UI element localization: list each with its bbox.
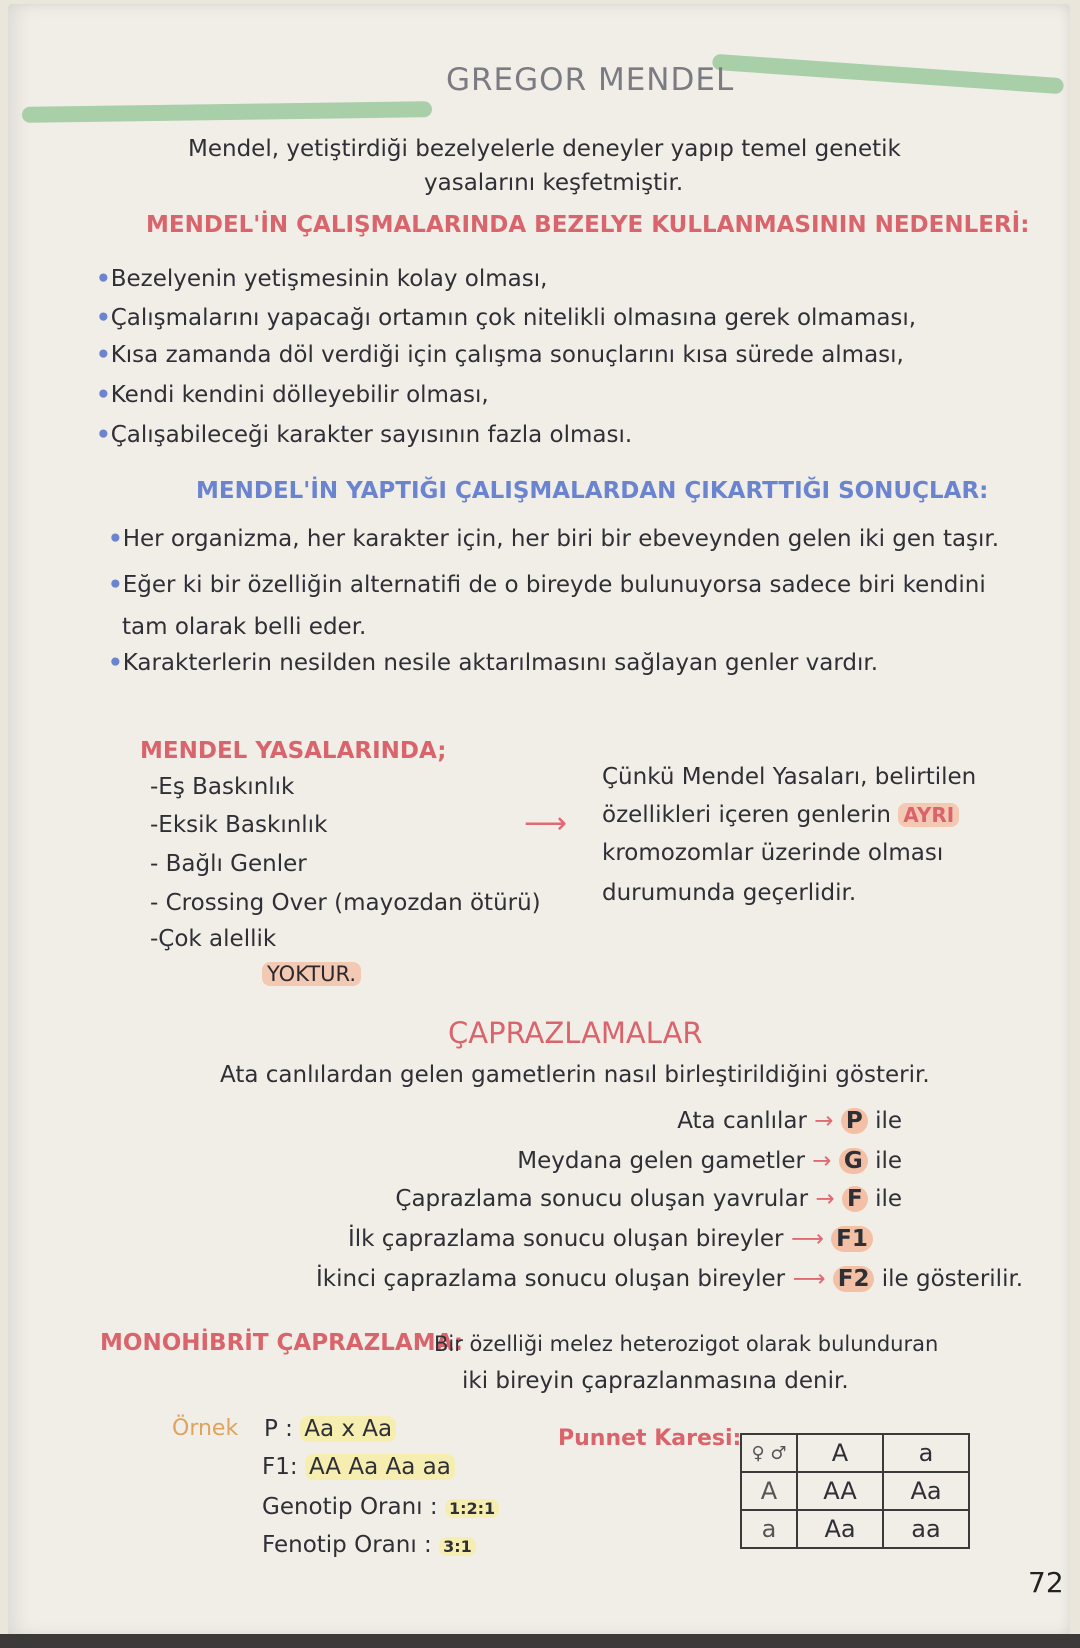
cross-row-suffix: ile gösterilir. [881, 1266, 1024, 1292]
genotype-row [262, 1494, 499, 1520]
punnett-col-header: A [797, 1434, 883, 1472]
cross-row-f1 [348, 1226, 873, 1252]
arrow-right-icon: ⟶ [524, 806, 568, 841]
list-item [96, 382, 489, 408]
result-item-2-cont: tam olarak belli eder. [122, 614, 367, 640]
f1-row [262, 1454, 455, 1480]
arrow-icon: → [812, 1148, 832, 1174]
bullet: • [96, 342, 111, 368]
cross-row-label: Çaprazlama sonucu oluşan yavrular [395, 1186, 809, 1212]
bullet: • [96, 266, 111, 292]
law-item: -Eksik Baskınlık [150, 812, 328, 838]
list-item-text: Kısa zamanda döl verdiği için çalışma sonuçlarını kısa sürede alması, [110, 342, 904, 368]
f1-value: AA Aa Aa aa [305, 1454, 455, 1480]
cross-row-label: Ata canlılar [677, 1108, 807, 1134]
punnett-cell: Aa [883, 1472, 969, 1510]
page-bottom-edge [0, 1634, 1080, 1648]
mono-def-2: iki bireyin çaprazlanmasına denir. [462, 1368, 849, 1394]
list-item-text: Eğer ki bir özelliğin alternatifi de o bireyde bulunuyorsa sadece biri kendini [122, 572, 986, 598]
phenotype-row [262, 1532, 476, 1558]
symbol-badge: G [839, 1148, 868, 1174]
f1-label: F1: [262, 1454, 298, 1480]
phenotype-value: 3:1 [439, 1537, 476, 1556]
list-item-text: Karakterlerin nesilden nesile aktarılmasını sağlayan genler vardır. [122, 650, 879, 676]
intro-line-2: yasalarını keşfetmiştir. [424, 170, 684, 196]
laws-reason-2 [602, 802, 959, 828]
bullet: • [96, 422, 111, 448]
example-label: Örnek [172, 1416, 239, 1441]
laws-reason-3: kromozomlar üzerinde olması [602, 840, 944, 866]
genotype-label: Genotip Oranı : [262, 1494, 438, 1520]
crosses-desc: Ata canlılardan gelen gametlerin nasıl birleştirildiğini gösterir. [220, 1062, 930, 1088]
cross-row-suffix: ile [875, 1148, 902, 1174]
laws-reason-4: durumunda geçerlidir. [602, 880, 857, 906]
bullet: • [108, 650, 123, 676]
arrow-icon: → [814, 1108, 834, 1134]
symbol-badge: F1 [831, 1226, 873, 1252]
punnett-row-header: A [741, 1472, 797, 1510]
punnett-row-header: a [741, 1510, 797, 1548]
list-item [96, 422, 632, 448]
arrow-icon: ⟶ [792, 1266, 826, 1292]
bullet: • [96, 382, 111, 408]
list-item-text: Çalışmalarını yapacağı ortamın çok nitelikli olmasına gerek olmaması, [110, 305, 917, 331]
mono-def-1: Bir özelliği melez heterozigot olarak bulunduran [434, 1332, 939, 1356]
crosses-heading: ÇAPRAZLAMALAR [448, 1016, 703, 1050]
law-item: -Çok alellik [150, 926, 277, 952]
genotype-value: 1:2:1 [445, 1499, 499, 1518]
laws-heading: MENDEL YASALARINDA; [140, 738, 447, 764]
symbol-badge: F [842, 1186, 868, 1212]
arrow-icon: ⟶ [790, 1226, 824, 1252]
bullet: • [96, 305, 111, 331]
list-item-text: Bezelyenin yetişmesinin kolay olması, [110, 266, 548, 292]
list-item-text: Kendi kendini dölleyebilir olması, [110, 382, 489, 408]
law-item: -Eş Baskınlık [150, 774, 295, 800]
none-label-text: YOKTUR. [262, 962, 361, 986]
list-item [96, 342, 904, 368]
reasons-heading: MENDEL'İN ÇALIŞMALARINDA BEZELYE KULLANMASININ NEDENLERİ: [146, 212, 1030, 238]
punnett-corner: ♀ ♂ [741, 1434, 797, 1472]
list-item [96, 266, 547, 292]
page-number: 72 [1028, 1566, 1064, 1599]
laws-reason-1: Çünkü Mendel Yasaları, belirtilen [602, 764, 977, 790]
laws-reason-2-text: özellikleri içeren genlerin [602, 802, 891, 828]
punnett-col-header: a [883, 1434, 969, 1472]
p-row [264, 1416, 396, 1442]
law-item: - Crossing Over (mayozdan ötürü) [150, 890, 541, 916]
result-item-1 [108, 526, 999, 552]
cross-row-suffix: ile [875, 1186, 902, 1212]
punnett-cell: AA [797, 1472, 883, 1510]
list-item-text: Çalışabileceği karakter sayısının fazla olması. [110, 422, 633, 448]
arrow-icon: → [815, 1186, 835, 1212]
p-value: Aa x Aa [300, 1416, 396, 1442]
phenotype-label: Fenotip Oranı : [262, 1532, 432, 1558]
result-item-2 [108, 572, 986, 598]
punnett-label: Punnet Karesi: [558, 1426, 742, 1451]
list-item-text: Her organizma, her karakter için, her biri bir ebeveynden gelen iki gen taşır. [122, 526, 1000, 552]
result-item-3 [108, 650, 878, 676]
ayri-highlight: AYRI [898, 803, 959, 827]
symbol-badge: F2 [833, 1266, 875, 1292]
cross-row-label: İkinci çaprazlama sonucu oluşan bireyler [316, 1266, 786, 1292]
bullet: • [108, 572, 123, 598]
cross-row-p [677, 1108, 902, 1134]
bullet: • [108, 526, 123, 552]
symbol-badge: P [841, 1108, 868, 1134]
page-title: GREGOR MENDEL [446, 62, 735, 98]
cross-row-f2 [316, 1266, 1023, 1292]
mono-heading: MONOHİBRİT ÇAPRAZLAMA: [100, 1330, 464, 1356]
punnett-cell: Aa [797, 1510, 883, 1548]
punnett-cell: aa [883, 1510, 969, 1548]
p-label: P : [264, 1416, 293, 1442]
cross-row-label: İlk çaprazlama sonucu oluşan bireyler [348, 1226, 784, 1252]
intro-line-1: Mendel, yetiştirdiği bezelyelerle deneyler yapıp temel genetik [188, 136, 901, 162]
cross-row-f [395, 1186, 902, 1212]
results-heading: MENDEL'İN YAPTIĞI ÇALIŞMALARDAN ÇIKARTTIĞI SONUÇLAR: [196, 478, 989, 504]
list-item [96, 305, 916, 331]
cross-row-suffix: ile [875, 1108, 902, 1134]
punnett-square [740, 1433, 970, 1549]
none-label [262, 962, 361, 986]
law-item: - Bağlı Genler [150, 851, 307, 877]
cross-row-g [517, 1148, 902, 1174]
cross-row-label: Meydana gelen gametler [517, 1148, 805, 1174]
